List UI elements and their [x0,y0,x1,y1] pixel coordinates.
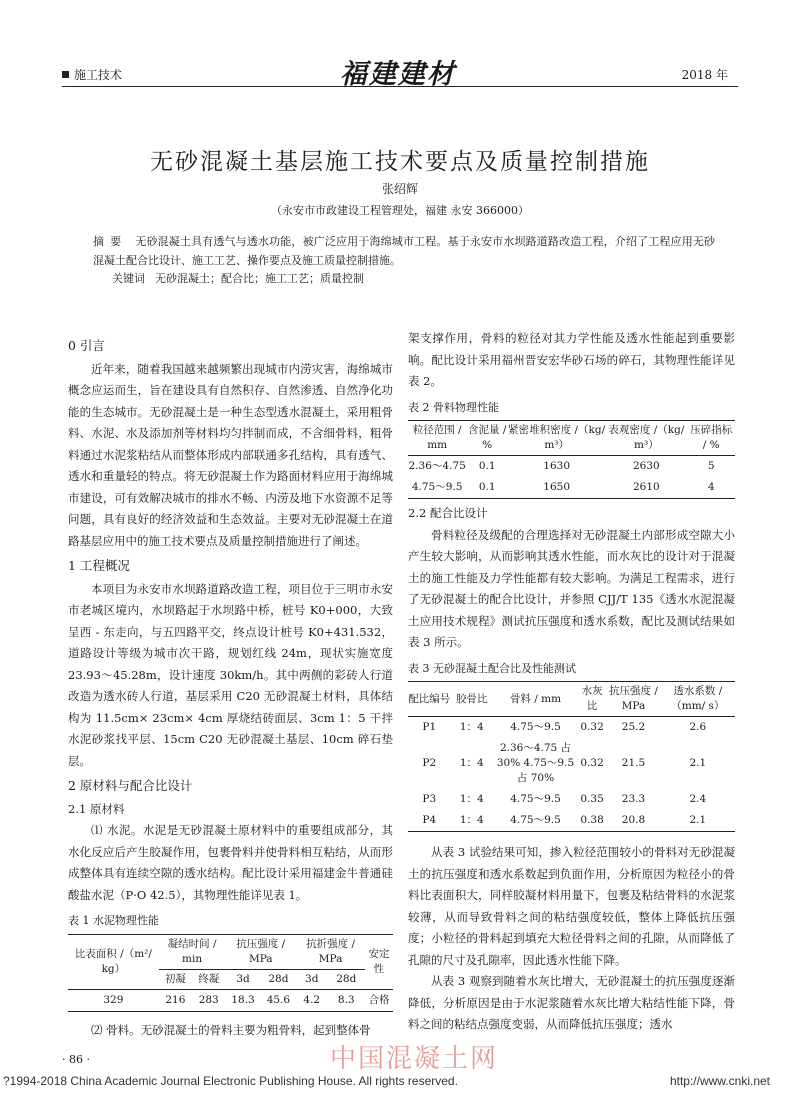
table-cell: 2.36～4.75 [408,460,466,472]
table-header: 抗折强度 / MPa [296,934,365,969]
paper-title: 无砂混凝土基层施工技术要点及质量控制措施 [150,149,650,175]
table3-caption: 表 3 无砂混凝土配合比及性能测试 [408,661,576,675]
table-cell: 2610 [633,481,660,493]
section-heading-intro: 0 引言 [68,338,105,353]
table-header: 凝结时间 / min [159,934,226,969]
paragraph-results-water-cement: 从表 3 观察到随着水灰比增大，无砂混凝土的抗压强度逐渐降低，分析原因是由于水泥浆随着水灰比增大粘结性能下降，骨料之间的粘结点强度变弱，从而降低抗压强度；透水 [408,974,735,1031]
table-row [408,717,735,739]
table-cell: P3 [422,793,437,805]
table-cell: P2 [422,757,437,769]
table-cell: 0.35 [580,793,604,805]
table-cell: 4.75～9.5 [510,793,561,805]
table1-caption: 表 1 水泥物理性能 [68,914,159,927]
abstract [93,232,715,270]
table-cell: 45.6 [266,993,291,1006]
section-label: 施工技术 [74,68,123,82]
table-cell: 1：4 [459,814,484,826]
table-cell: P1 [422,721,437,733]
running-header-year: 2018 年 [681,68,728,82]
table-cell: 8.3 [337,993,355,1006]
table-cell: 4.75～9.5 [510,814,561,826]
table-row [408,789,735,810]
table-header: 3d [225,969,260,989]
table-cell: 1：4 [459,793,484,805]
abstract-label: 摘要 [93,235,128,248]
watermark: 中国混凝土网 [330,1044,499,1074]
table-cell: P4 [422,814,437,826]
table-cell: 0.38 [580,814,604,826]
table-row [68,989,393,1011]
keywords-label: 关键词 [112,272,145,285]
header-rule [62,86,738,87]
keywords-text: 无砂混凝土；配合比；施工工艺；质量控制 [155,272,364,285]
table-header: 表观密度 /（kg/ m³） [605,421,687,456]
table-header: 3d [296,969,327,989]
table-cell: 216 [165,993,186,1006]
source-url[interactable]: http://www.cnki.net [669,1074,770,1088]
table-cell: 2.6 [689,721,707,733]
table-row [408,456,735,478]
table-cell: 4.75～9.5 [510,721,561,733]
table-header: 压碎指标 / % [687,421,735,456]
table-header: 28d [327,969,365,989]
copyright-notice: ?1994-2018 China Academic Journal Electronic Publishing House. All rights reserved. [3,1074,458,1088]
table-cell: 21.5 [621,757,646,769]
table-cell: 5 [707,460,715,472]
table-row [408,810,735,832]
table-header: 透水系数 /（mm/ s） [661,682,735,717]
author-name: 张绍辉 [381,182,418,196]
table-cell: 4.75～9.5 [411,481,463,493]
paragraph-mix-design: 骨料粒径及级配的合理选择对无砂混凝土内部形成空隙大小产生较大影响，从而影响其透水性能，而水灰比的设计对于混凝土的施工性能及力学性能都有较大影响。为满足工程需求，进行了无砂混凝土的配合比设计，并参照 CJJ/T 135《透水水泥混凝土应用技术规程》测试抗压强度和透水系数，配比及测试结果如表 3 所示。 [408,527,735,649]
table-header: 初凝 [159,969,192,989]
paragraph-cement: ⑴ 水泥。水泥是无砂混凝土原材料中的重要组成部分，其水化反应后产生胶凝作用，包裹骨料并使骨料相互粘结，从而形成整体具有连续空隙的透水结构。配比设计采用福建金牛普通硅酸盐水泥（P·O 42.5），其物理性能详见表 1。 [68,823,393,902]
keywords [112,270,712,286]
table-header: 骨料 / mm [493,682,578,717]
paragraph-aggregate: ⑵ 骨料。无砂混凝土的骨料主要为粗骨料，起到整体骨 [91,1022,371,1037]
table-header: 紧密堆积密度 /（kg/ m³） [508,421,605,456]
table-cell: 23.3 [621,793,646,805]
table-cell: 329 [103,993,124,1006]
table-cell: 2630 [633,460,660,472]
table-cell: 合格 [368,993,390,1006]
table-cell: 0.1 [478,460,496,472]
paragraph-aggregate-cont: 架支撑作用，骨料的粒径对其力学性能及透水性能起到重要影响。配比设计采用福州晋安宏华砂石场的碎石，其物理性能详见表 2。 [408,331,735,388]
author-affiliation: （永安市市政建设工程管理处，福建 永安 366000） [271,204,529,217]
table-cell: 2.36～4.75 占 30% 4.75～9.5 占 70% [496,742,575,784]
page-number: · 86 · [62,1053,90,1066]
bullet-square-icon [62,71,69,78]
table-header: 安定性 [365,934,393,989]
table2-aggregate-properties [408,420,735,499]
paragraph-project: 本项目为永安市水坝路道路改造工程，项目位于三明市永安市老城区境内，水坝路起于水坝路中桥，桩号 K0+000，大致呈西 - 东走向，与五四路平交，终点设计桩号 K0+431.532，道路设计等级为城市次干路，规划红线 24m，现状实施宽度 23.93～45.28m，设计速度 30km/h。其中两侧的彩砖人行道改造为透水砖人行道，基层采用 C20 无砂混凝土材料，具体结构为 11.5cm× 23cm× 4cm 厚烧结砖面层、3cm 1：5 干拌水泥砂浆找平层、15cm C20 无砂混凝土基层、10cm 碎石垫层。 [68,581,393,768]
table-cell: 0.1 [478,481,496,493]
section-heading-materials: 2 原材料与配合比设计 [68,778,193,793]
table-row [408,738,735,789]
table-cell: 18.3 [231,993,255,1006]
table-cell: 0.32 [580,757,604,769]
table-cell: 1650 [543,481,571,493]
table-header: 水灰比 [578,682,606,717]
table-cell: 25.2 [621,721,646,733]
table-cell: 2.1 [689,814,707,826]
table-cell: 4 [707,481,715,493]
left-column [68,332,393,1041]
table-header: 抗压强度 / MPa [606,682,661,717]
table-row [408,477,735,499]
table-cell: 1630 [543,460,571,472]
table-cell: 2.1 [689,757,707,769]
journal-logo: 福建建材 [340,59,456,90]
table-header: 配比编号 [408,682,451,717]
paragraph-intro: 近年来，随着我国越来越频繁出现城市内涝灾害，海绵城市概念应运而生，旨在建设具有自然积存、自然渗透、自然净化功能的生态城市。无砂混凝土是一种生态型透水混凝土，采用粗骨料、水泥、水及添加剂等材料均匀拌制而成，不含细骨料，粗骨料通过水泥浆粘结从而整体形成内部联通多孔结构，具有透气、透水和重量轻的特点。将无砂混凝土作为路面材料应用于海绵城市建设，可有效解决城市的排水不畅、内涝及地下水资源不足等问题，具有良好的经济效益和生态效益。主要对无砂混凝土在道路基层应用中的施工技术要点及质量控制措施进行了阐述。 [68,361,393,548]
table-header: 含泥量 / % [466,421,508,456]
table-cell: 1：4 [459,721,484,733]
table-cell: 283 [198,993,219,1006]
table-cell: 1：4 [459,757,484,769]
table1-cement-properties [68,934,393,1012]
running-header-section [62,66,122,83]
table-header: 28d [261,969,296,989]
paragraph-results-particle-size: 从表 3 试验结果可知，掺入粒径范围较小的骨料对无砂混凝土的抗压强度和透水系数起到负面作用，分析原因为粒径小的骨料比表面积大，同样胶凝材料用量下，包裹及粘结骨料的水泥浆较薄，从而导致骨料之间的粘结强度较低，整体上降低抗压强度；小粒径的骨料起到填充大粒径骨料之间的孔隙，从而降低了孔隙的尺寸及孔隙率，因此透水性能下降。 [408,845,735,967]
abstract-text: 无砂混凝土具有透气与透水功能，被广泛应用于海绵城市工程。基于永安市水坝路道路改造工程，介绍了工程应用无砂混凝土配合比设计、施工工艺、操作要点及施工质量控制措施。 [93,235,716,267]
table2-caption: 表 2 骨料物理性能 [408,400,499,414]
table-header: 粒径范围 / mm [408,421,466,456]
subsection-heading-raw-materials: 2.1 原材料 [68,801,125,816]
right-column [408,328,735,1036]
table-header: 抗压强度 / MPa [225,934,296,969]
table-cell: 4.2 [303,993,321,1006]
table-header: 胶骨比 [451,682,494,717]
table-header: 终凝 [192,969,225,989]
table3-mix-proportions [408,681,735,832]
table-cell: 0.32 [580,721,604,733]
section-heading-project: 1 工程概况 [68,558,130,573]
table-header: 比表面积 /（m²/ kg） [68,934,159,989]
subsection-heading-mix-design: 2.2 配合比设计 [408,506,488,520]
table-cell: 2.4 [689,793,707,805]
table-cell: 20.8 [621,814,646,826]
